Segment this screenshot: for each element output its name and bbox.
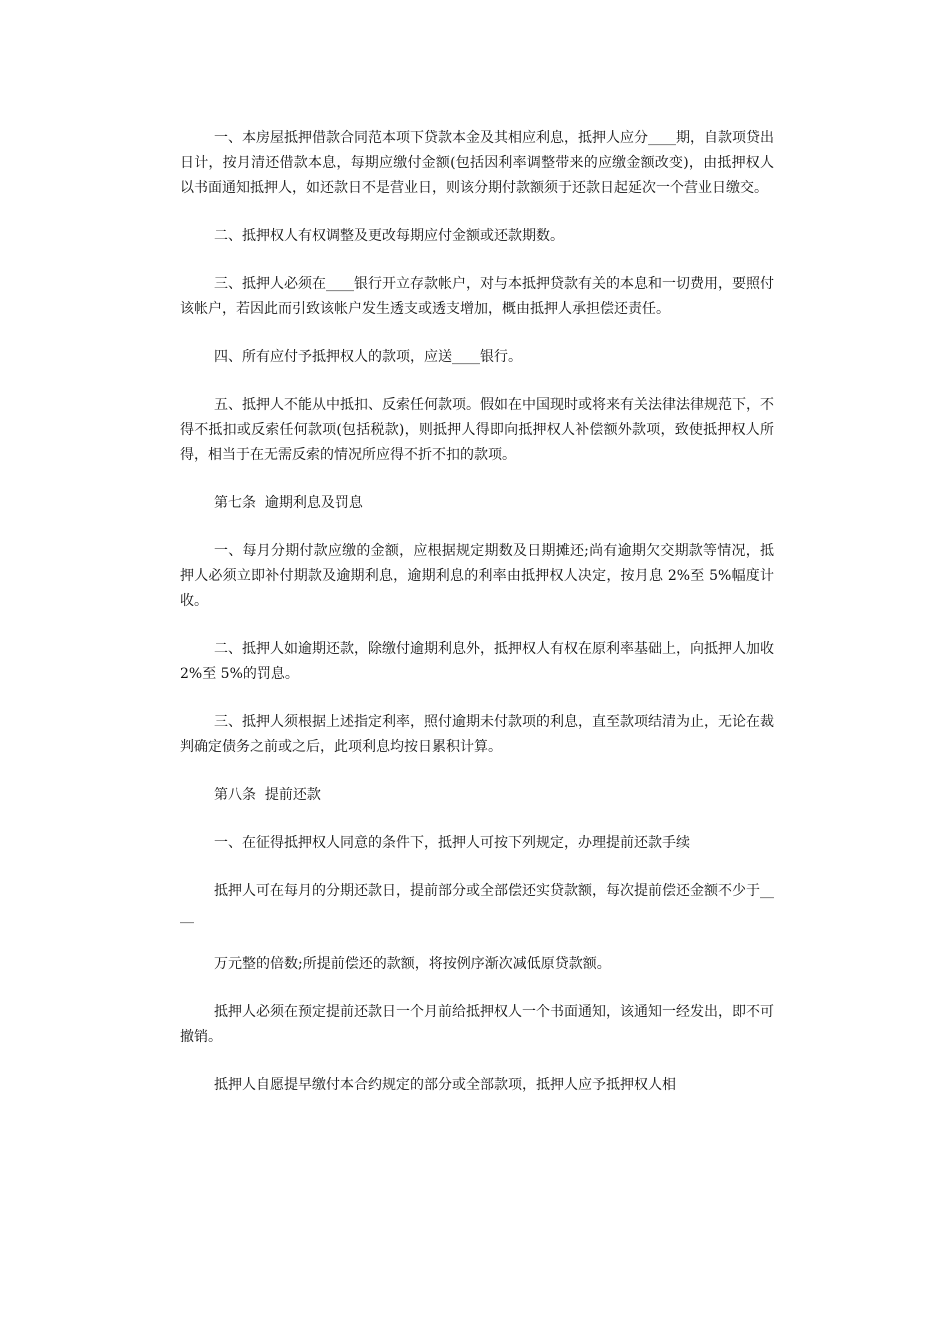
section-heading: 第八条 提前还款 [214, 787, 321, 803]
paragraph: 四、所有应付予抵押权人的款项，应送____银行。 [214, 349, 522, 365]
paragraph: 抵押人自愿提早缴付本合约规定的部分或全部款项，抵押人应予抵押权人相 [214, 1077, 676, 1093]
paragraph: 三、抵押人必须在____银行开立存款帐户，对与本抵押贷款有关的本息和一切费用，要照付该帐户，若因此而引致该帐户发生透支或透支增加，概由抵押人承担偿还责任。 [180, 276, 774, 317]
document-page [180, 126, 779, 1121]
paragraph: 一、每月分期付款应缴的金额，应根据规定期数及日期摊还;尚有逾期欠交期款等情况，抵押人必须立即补付期款及逾期利息，逾期利息的利率由抵押权人决定，按月息 2%至 5%幅度计收。 [180, 543, 774, 609]
paragraph: 一、本房屋抵押借款合同范本项下贷款本金及其相应利息，抵押人应分____期，自款项贷出日计，按月清还借款本息，每期应缴付金额(包括因利率调整带来的应缴金额改变)，由抵押权人以书面通知抵押人，如还款日不是营业日，则该分期付款额须于还款日起延次一个营业日缴交。 [180, 130, 774, 196]
paragraph: 五、抵押人不能从中抵扣、反索任何款项。假如在中国现时或将来有关法律法律规范下，不得不抵扣或反索任何款项(包括税款)，则抵押人得即向抵押权人补偿额外款项，致使抵押权人所得，相当于在无需反索的情况所应得不折不扣的款项。 [180, 397, 774, 463]
paragraph: 二、抵押人如逾期还款，除缴付逾期利息外，抵押权人有权在原利率基础上，向抵押人加收 2%至 5%的罚息。 [180, 641, 779, 682]
paragraph: 万元整的倍数;所提前偿还的款额，将按例序渐次减低原贷款额。 [214, 956, 611, 972]
paragraph: 一、在征得抵押权人同意的条件下，抵押人可按下列规定，办理提前还款手续 [214, 835, 690, 851]
section-heading: 第七条 逾期利息及罚息 [214, 495, 363, 511]
paragraph: 抵押人必须在预定提前还款日一个月前给抵押权人一个书面通知，该通知一经发出，即不可撤销。 [180, 1004, 774, 1045]
paragraph: 三、抵押人须根据上述指定利率，照付逾期未付款项的利息，直至款项结清为止，无论在裁判确定债务之前或之后，此项利息均按日累积计算。 [180, 714, 774, 755]
paragraph: 二、抵押权人有权调整及更改每期应付金额或还款期数。 [214, 228, 564, 244]
paragraph: 抵押人可在每月的分期还款日，提前部分或全部偿还实贷款额，每次提前偿还金额不少于____ [180, 883, 774, 924]
